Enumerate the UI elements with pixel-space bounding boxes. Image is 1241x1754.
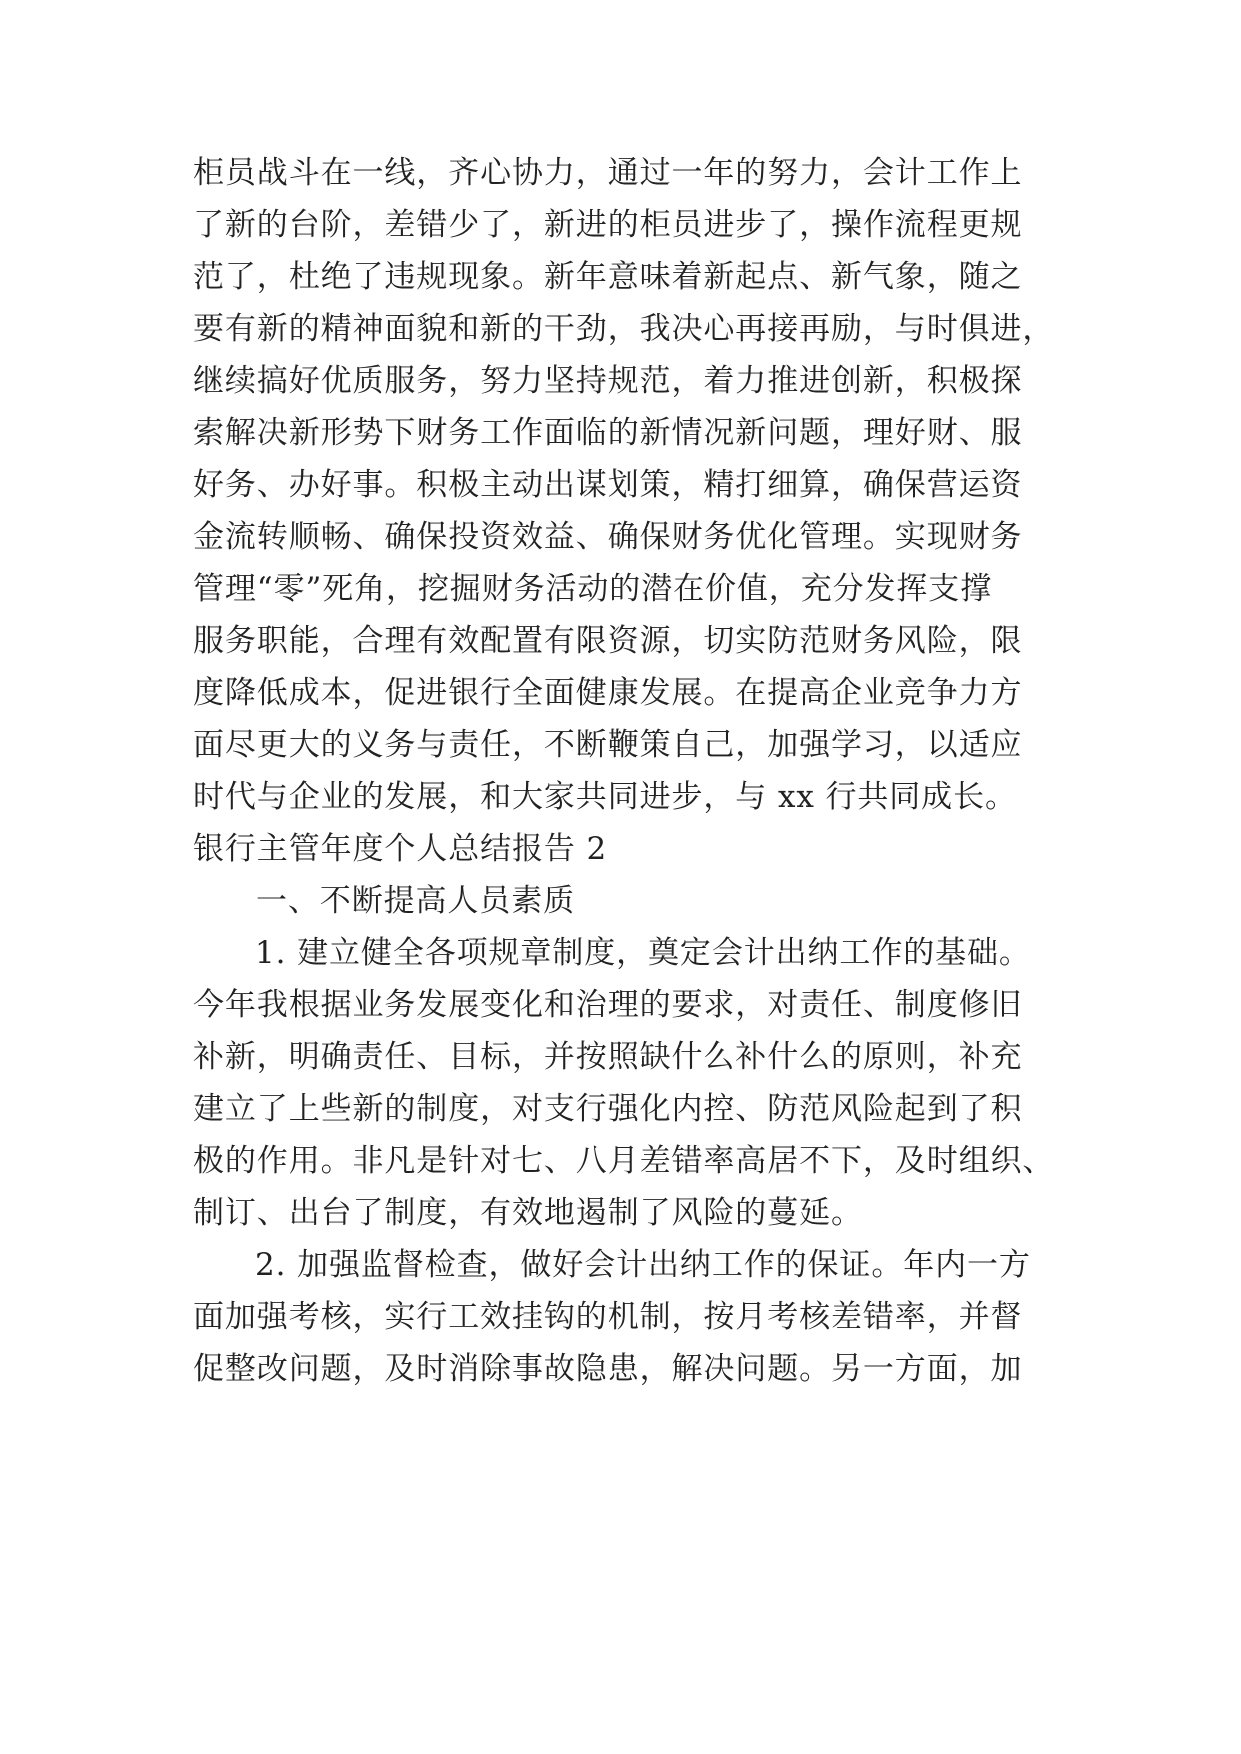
body-text-line: 面尽更大的义务与责任，不断鞭策自己，加强学习，以适应	[193, 727, 1023, 763]
subsection-heading: 一、不断提高人员素质	[256, 883, 575, 919]
body-text-line: 度降低成本，促进银行全面健康发展。在提高企业竞争力方	[193, 675, 1023, 711]
body-text-line: 建立了上些新的制度，对支行强化内控、防范风险起到了积	[193, 1091, 1023, 1127]
body-text-line: 时代与企业的发展，和大家共同进步，与 xx 行共同成长。	[193, 779, 1017, 815]
body-text-line: 服务职能，合理有效配置有限资源，切实防范财务风险，限	[193, 623, 1023, 659]
body-text-line: 范了，杜绝了违规现象。新年意味着新起点、新气象，随之	[193, 259, 1023, 295]
body-text-line: 补新，明确责任、目标，并按照缺什么补什么的原则，补充	[193, 1039, 1023, 1075]
body-text-line: 管理“零”死角，挖掘财务活动的潜在价值，充分发挥支撑	[193, 571, 993, 607]
body-text-line: 1. 建立健全各项规章制度，奠定会计出纳工作的基础。	[255, 935, 1031, 971]
body-text-line: 索解决新形势下财务工作面临的新情况新问题，理好财、服	[193, 415, 1023, 451]
body-text-line: 2. 加强监督检查，做好会计出纳工作的保证。年内一方	[255, 1247, 1031, 1283]
body-text-line: 极的作用。非凡是针对七、八月差错率高居不下，及时组织、	[193, 1143, 1055, 1179]
body-text-line: 制订、出台了制度，有效地遏制了风险的蔓延。	[193, 1195, 863, 1231]
body-text-line: 了新的台阶，差错少了，新进的柜员进步了，操作流程更规	[193, 207, 1023, 243]
body-text-line: 面加强考核，实行工效挂钩的机制，按月考核差错率，并督	[193, 1299, 1023, 1335]
body-text-line: 今年我根据业务发展变化和治理的要求，对责任、制度修旧	[193, 987, 1023, 1023]
body-text-line: 好务、办好事。积极主动出谋划策，精打细算，确保营运资	[193, 467, 1023, 503]
body-text-line: 金流转顺畅、确保投资效益、确保财务优化管理。实现财务	[193, 519, 1023, 555]
body-text-line: 柜员战斗在一线，齐心协力，通过一年的努力，会计工作上	[193, 155, 1023, 191]
body-text-line: 促整改问题，及时消除事故隐患，解决问题。另一方面，加	[193, 1351, 1023, 1387]
section-heading: 银行主管年度个人总结报告 2	[193, 831, 608, 867]
body-text-line: 继续搞好优质服务，努力坚持规范，着力推进创新，积极探	[193, 363, 1023, 399]
body-text-line: 要有新的精神面貌和新的干劲，我决心再接再励，与时俱进，	[193, 311, 1055, 347]
